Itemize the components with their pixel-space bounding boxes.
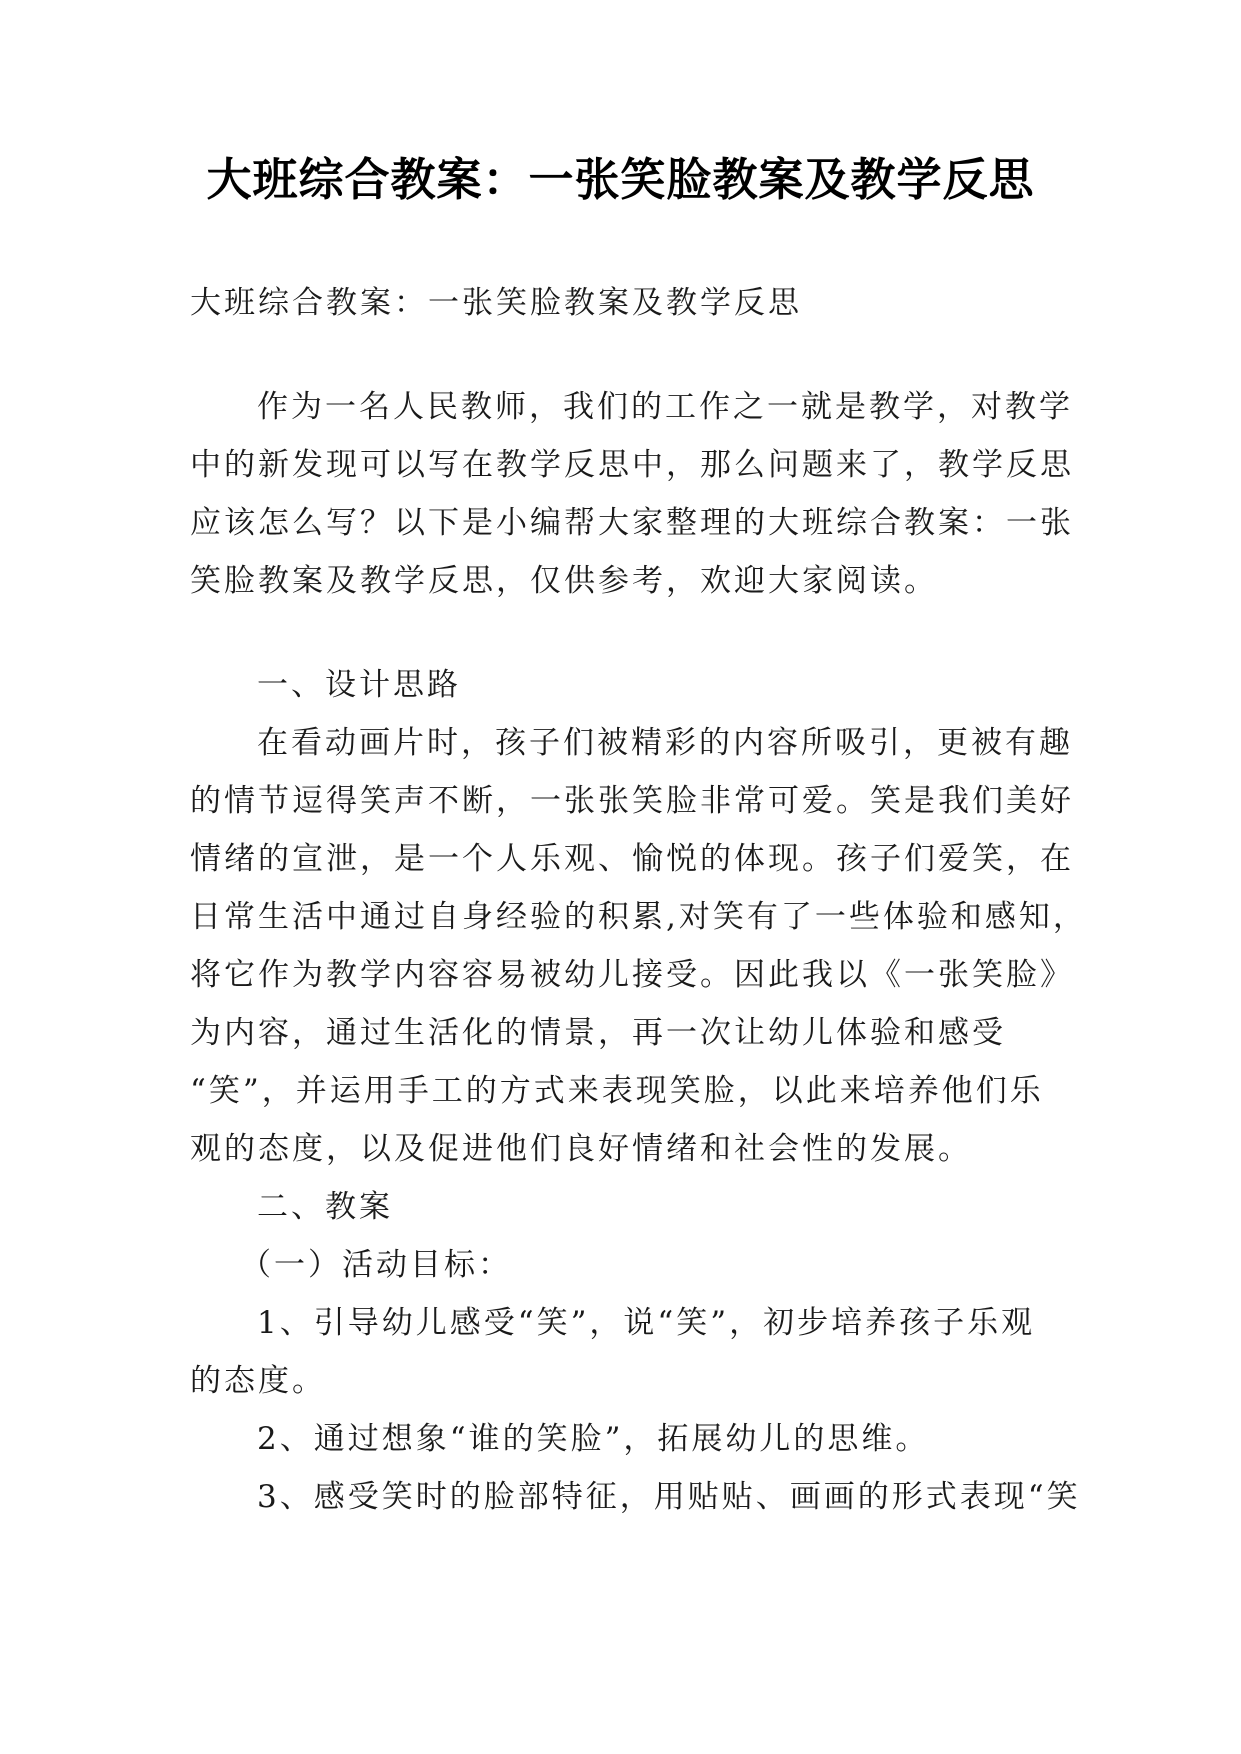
goal-line: 1、引导幼儿感受“笑”，说“笑”，初步培养孩子乐观	[257, 1305, 1036, 1341]
document-body	[190, 284, 1087, 1536]
paragraph-line: 将它作为教学内容容易被幼儿接受。因此我以《一张笑脸》	[190, 957, 1074, 993]
document-subtitle: 大班综合教案：一张笑脸教案及教学反思	[190, 285, 802, 321]
intro-line: 作为一名人民教师，我们的工作之一就是教学，对教学	[257, 389, 1073, 425]
subsection-heading: （一）活动目标：	[240, 1247, 512, 1283]
intro-line: 中的新发现可以写在教学反思中，那么问题来了，教学反思	[190, 447, 1074, 483]
paragraph-line: 为内容，通过生活化的情景，再一次让幼儿体验和感受	[190, 1015, 1006, 1051]
paragraph-line: 的情节逗得笑声不断，一张张笑脸非常可爱。笑是我们美好	[190, 783, 1074, 819]
goal-line: 2、通过想象“谁的笑脸”，拓展幼儿的思维。	[257, 1421, 930, 1457]
intro-line: 应该怎么写？以下是小编帮大家整理的大班综合教案：一张	[190, 505, 1074, 541]
paragraph-line: 在看动画片时，孩子们被精彩的内容所吸引，更被有趣	[257, 725, 1073, 761]
goal-line: 3、感受笑时的脸部特征，用贴贴、画画的形式表现“笑	[257, 1479, 1081, 1515]
paragraph-line: 观的态度，以及促进他们良好情绪和社会性的发展。	[190, 1131, 972, 1167]
paragraph-line: “笑”，并运用手工的方式来表现笑脸，以此来培养他们乐	[190, 1073, 1044, 1109]
paragraph-line: 情绪的宣泄，是一个人乐观、愉悦的体现。孩子们爱笑，在	[190, 841, 1074, 877]
document-title: 大班综合教案：一张笑脸教案及教学反思	[206, 153, 1035, 206]
section-heading: 二、教案	[257, 1189, 393, 1225]
section-heading: 一、设计思路	[257, 667, 461, 703]
paragraph-line: 日常生活中通过自身经验的积累,对笑有了一些体验和感知，	[190, 899, 1087, 935]
goal-line: 的态度。	[190, 1363, 326, 1399]
intro-line: 笑脸教案及教学反思，仅供参考，欢迎大家阅读。	[190, 563, 938, 599]
